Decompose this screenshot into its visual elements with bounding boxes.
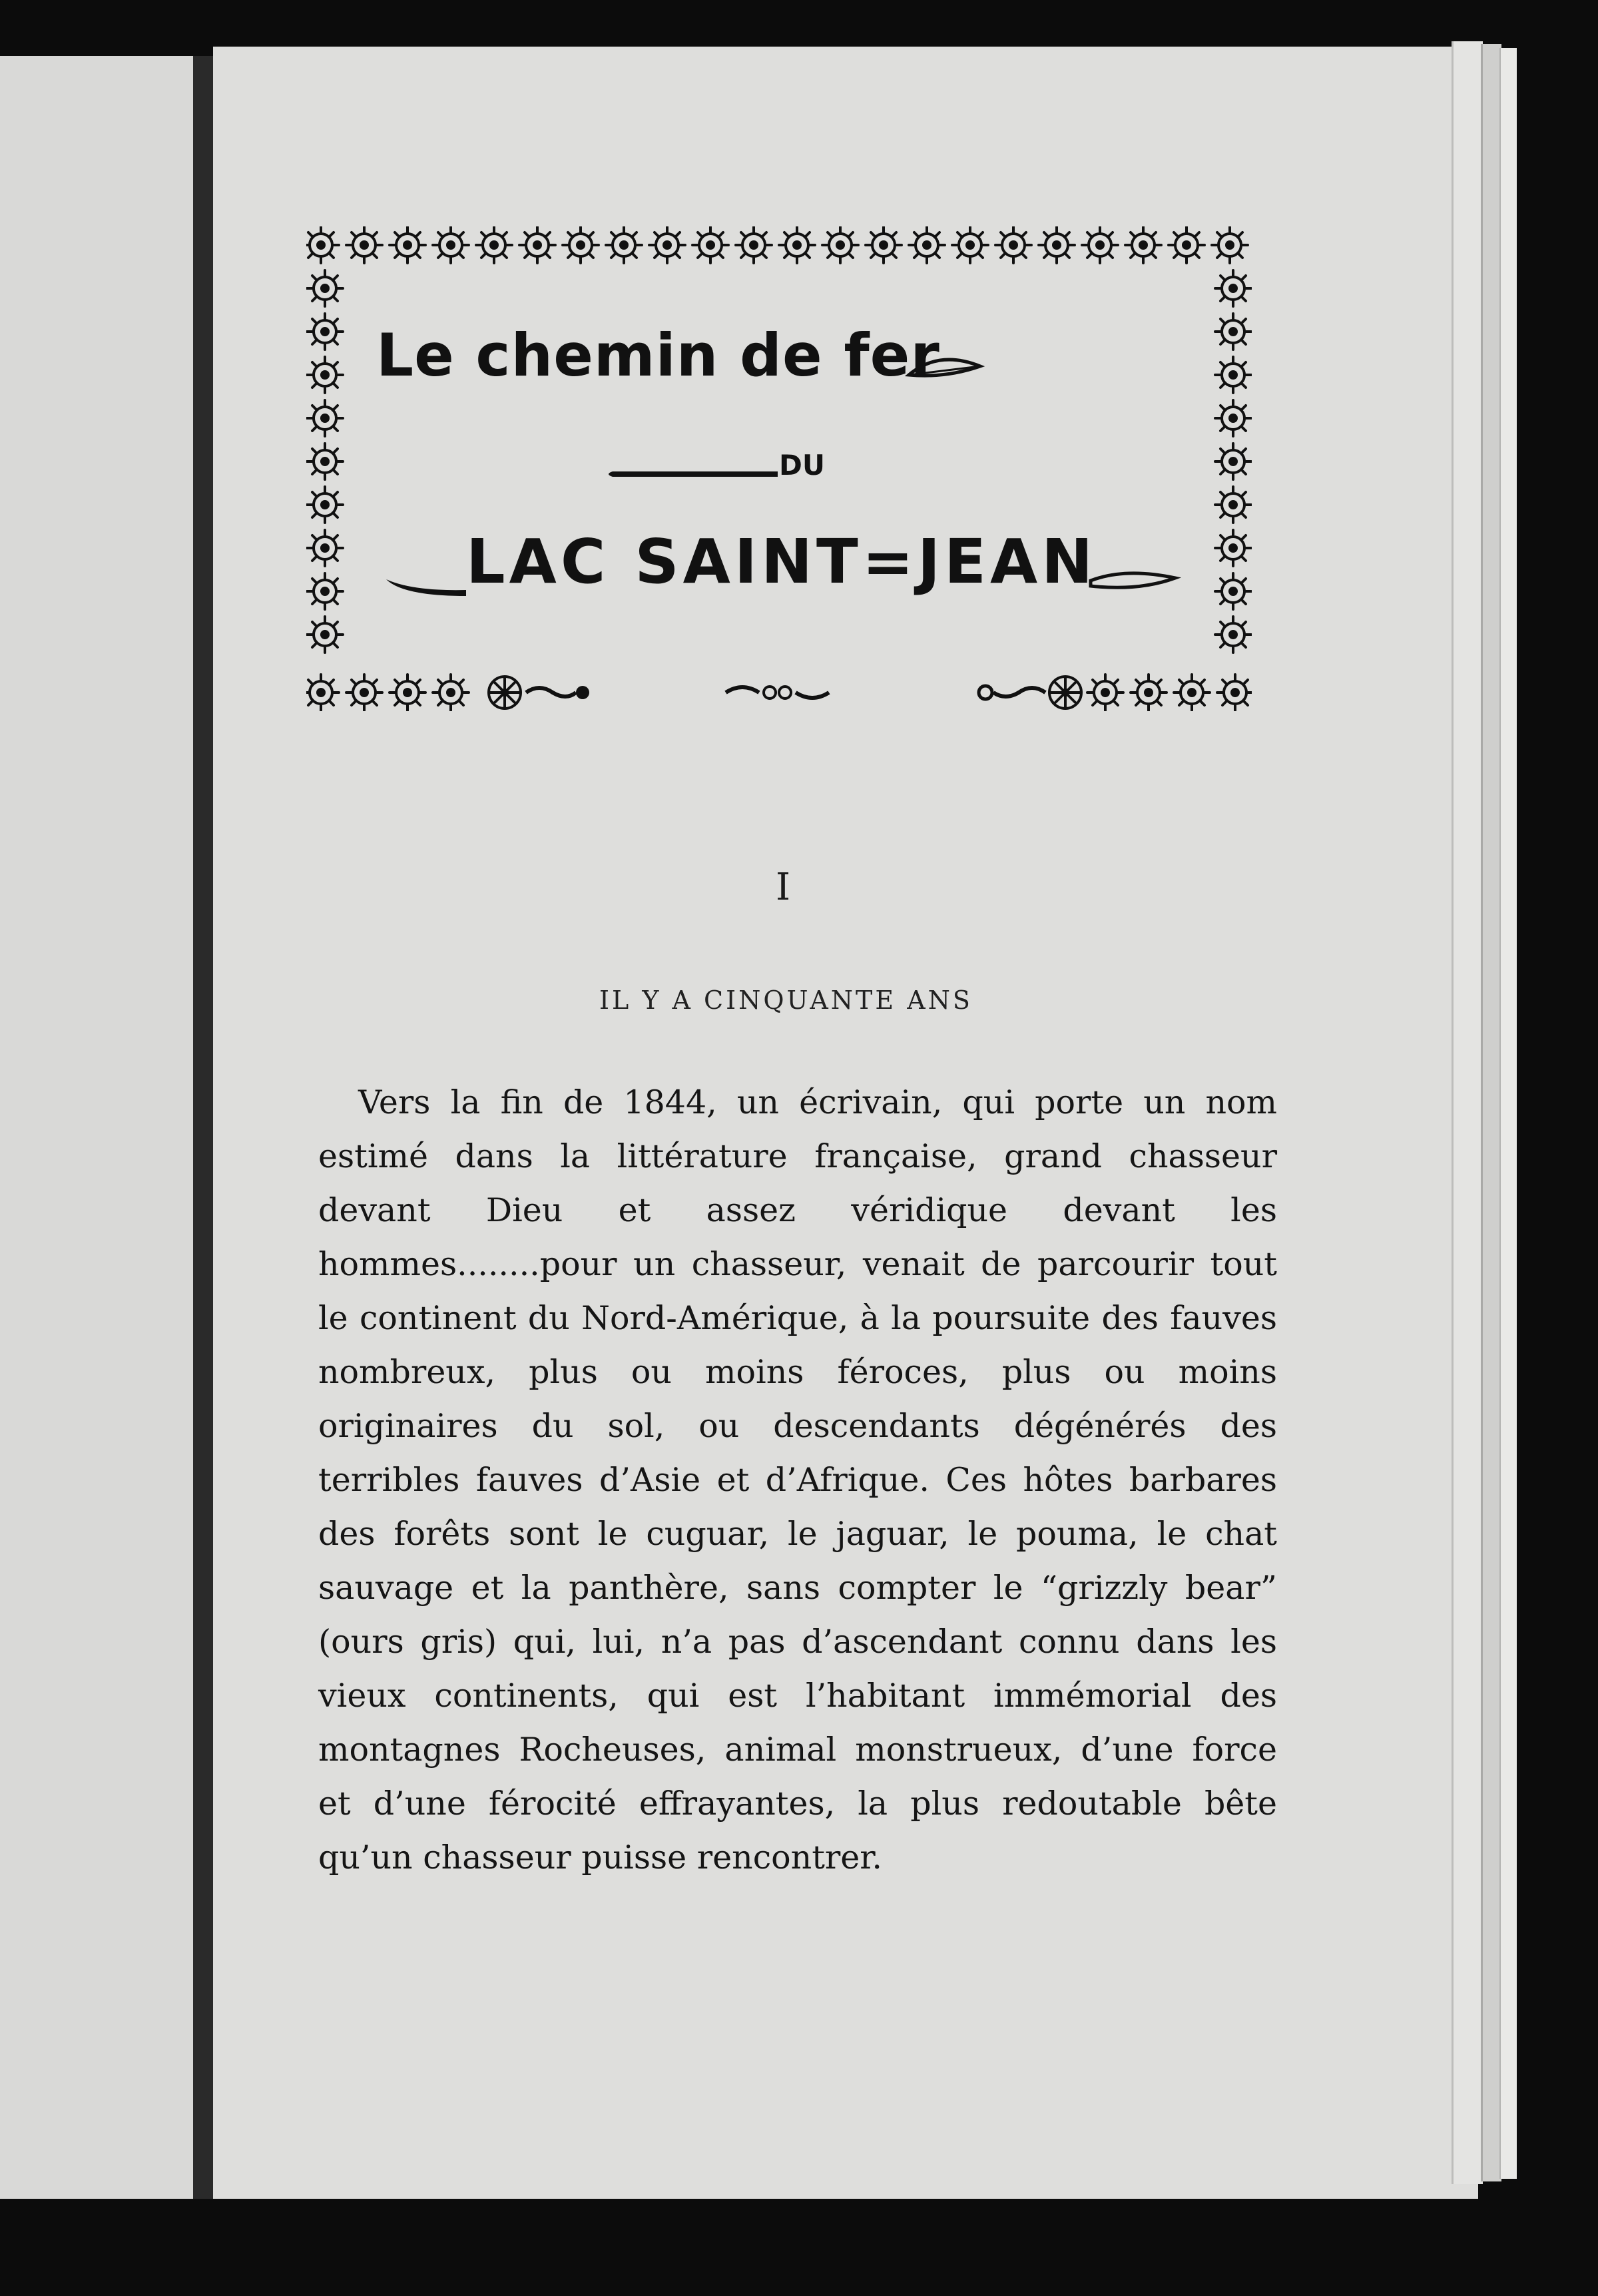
frame-bottom-border xyxy=(306,675,1252,711)
sun-rosette-icon xyxy=(649,227,685,263)
sun-rosette-icon xyxy=(736,227,772,263)
sun-rosette-icon xyxy=(1087,675,1123,711)
sun-rosette-icon xyxy=(476,227,512,263)
title-du: DU xyxy=(779,449,825,481)
page-stack-edge xyxy=(1481,44,1501,2181)
page-stack-edge xyxy=(1499,48,1517,2179)
sun-rosette-icon xyxy=(692,227,728,263)
pen-flourish-icon xyxy=(609,471,778,477)
sun-rosette-icon xyxy=(433,675,469,711)
sun-rosette-icon xyxy=(1215,487,1251,523)
sun-rosette-icon xyxy=(307,530,343,566)
chapter-heading: IL Y A CINQUANTE ANS xyxy=(599,986,973,1015)
sun-rosette-icon xyxy=(1174,675,1210,711)
sun-rosette-icon xyxy=(1125,227,1161,263)
sun-rosette-icon xyxy=(346,227,382,263)
bottom-right-flourish xyxy=(979,677,1081,709)
pen-flourish-icon xyxy=(386,579,466,596)
sun-rosette-icon xyxy=(909,227,945,263)
sun-rosette-icon xyxy=(952,227,988,263)
frame-right-border xyxy=(1215,270,1251,653)
title-line-1: Le chemin de fer xyxy=(376,321,940,390)
title-line-2: LAC SAINT=JEAN xyxy=(466,526,1097,597)
page-stack-edge xyxy=(1452,41,1483,2184)
sun-rosette-icon xyxy=(1039,227,1075,263)
sun-rosette-icon xyxy=(1215,314,1251,350)
sun-rosette-icon xyxy=(1215,573,1251,609)
left-page-edge xyxy=(0,56,193,2199)
sun-rosette-icon xyxy=(390,227,425,263)
sun-rosette-icon xyxy=(306,227,339,263)
sun-rosette-icon xyxy=(346,675,382,711)
sun-rosette-icon xyxy=(307,314,343,350)
body-paragraph: Vers la fin de 1844, un écrivain, qui porte un nom estimé dans la littérature française, grand chasseur devant Dieu et assez véridique devant les hommes........pour un chasseur, venait de parcourir tout le continent du Nord-Amérique, à la poursuite des fauves nombreux, plus ou moins féroces, plus ou moins originaires du sol, ou descendants dégénérés des terribles fauves d’Asie et d’Afrique. Ces hôtes barbares des forêts sont le cuguar, le jaguar, le pouma, le chat sauvage et la panthère, sans compter le “grizzly bear” (ours gris) qui, lui, n’a pas d’ascendant connu dans les vieux continents, qui est l’habitant immémorial des montagnes Rocheuses, animal monstrueux, d’une force et d’une férocité effrayantes, la plus redoutable bête qu’un chasseur puisse rencontrer. xyxy=(318,1083,1277,1876)
sun-rosette-icon xyxy=(306,675,339,711)
sun-rosette-icon xyxy=(1212,227,1248,263)
sun-rosette-icon xyxy=(779,227,815,263)
sun-rosette-icon xyxy=(606,227,642,263)
chapter-number: I xyxy=(776,866,791,909)
sun-rosette-icon xyxy=(1215,270,1251,306)
sun-rosette-icon xyxy=(307,400,343,436)
sun-rosette-icon xyxy=(519,227,555,263)
sun-rosette-icon xyxy=(307,617,343,653)
sun-rosette-icon xyxy=(307,487,343,523)
pen-flourish-icon xyxy=(1091,573,1175,587)
bottom-center-flourish xyxy=(726,687,829,699)
sun-rosette-icon xyxy=(1131,675,1167,711)
sun-rosette-icon xyxy=(822,227,858,263)
sun-rosette-icon xyxy=(1215,357,1251,393)
frame-top-border xyxy=(306,227,1248,263)
sun-rosette-icon xyxy=(1215,400,1251,436)
bottom-left-flourish xyxy=(489,677,589,709)
sun-rosette-icon xyxy=(866,227,902,263)
sun-rosette-icon xyxy=(1082,227,1118,263)
sun-rosette-icon xyxy=(1217,675,1252,711)
sun-rosette-icon xyxy=(307,443,343,479)
sun-rosette-icon xyxy=(1215,530,1251,566)
sun-rosette-icon xyxy=(1215,443,1251,479)
sun-rosette-icon xyxy=(995,227,1031,263)
sun-rosette-icon xyxy=(1215,617,1251,653)
sun-rosette-icon xyxy=(307,573,343,609)
sun-rosette-icon xyxy=(563,227,599,263)
sun-rosette-icon xyxy=(433,227,469,263)
sun-rosette-icon xyxy=(307,270,343,306)
sun-rosette-icon xyxy=(390,675,425,711)
sun-rosette-icon xyxy=(1169,227,1204,263)
frame-left-border xyxy=(307,270,343,653)
sun-rosette-icon xyxy=(307,357,343,393)
book-gutter xyxy=(193,56,213,2199)
